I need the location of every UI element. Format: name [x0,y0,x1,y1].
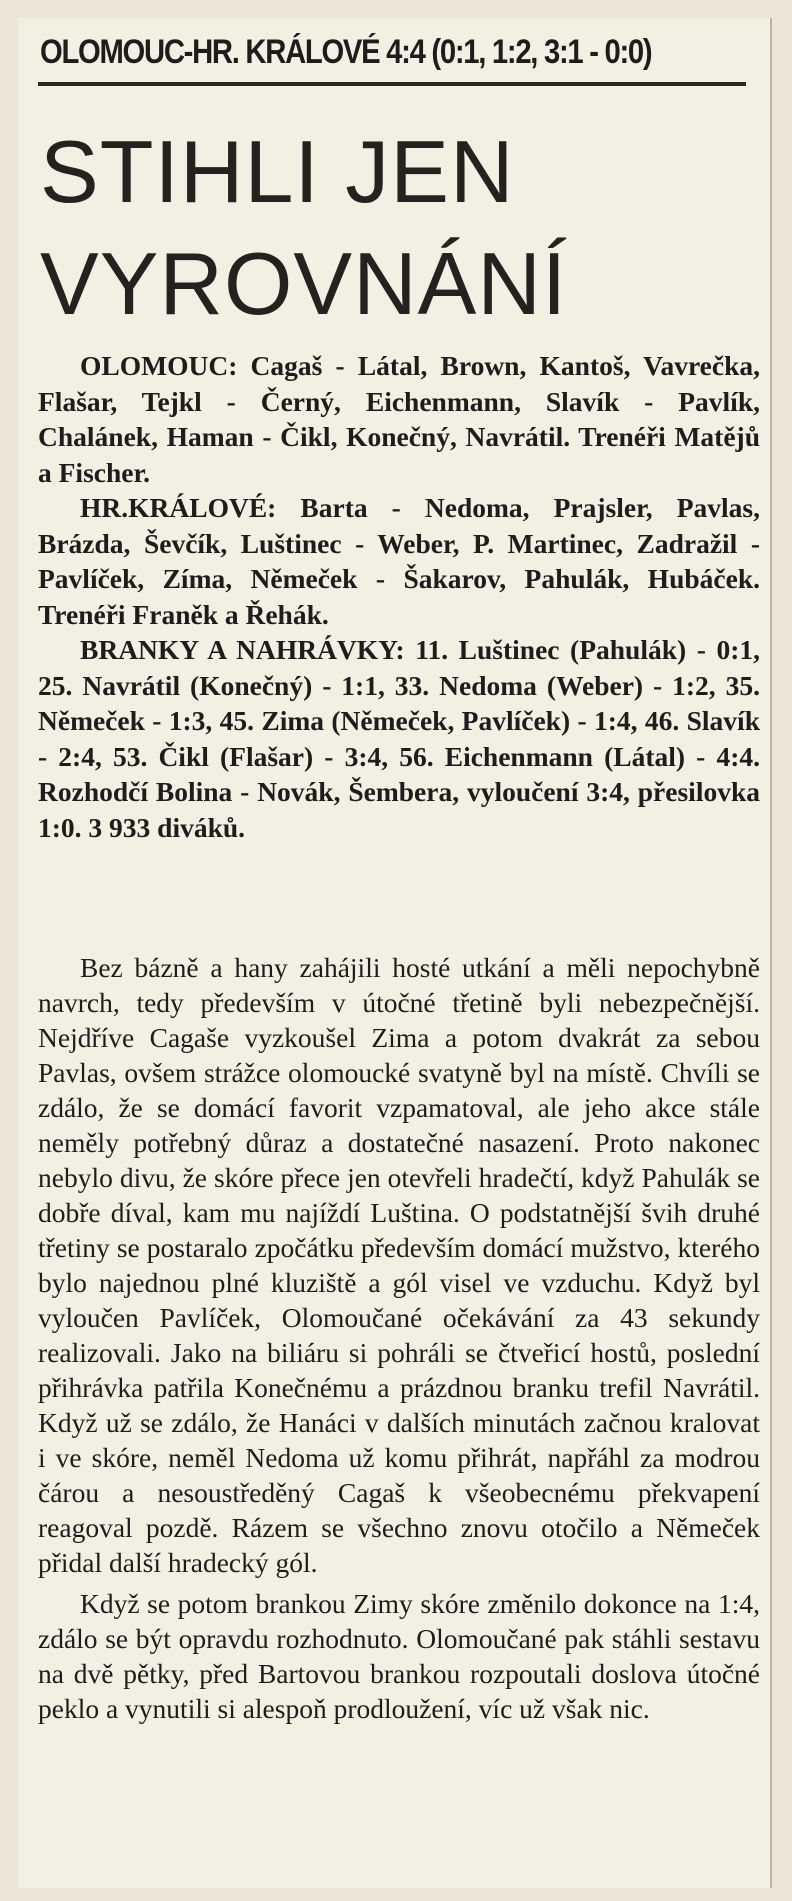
goals-and-assists: BRANKY A NAHRÁVKY: 11. Luštinec (Pahulák) - 0:1, 25. Navrátil (Konečný) - 1:1, 33. Nedoma (Weber) - 1:2, 35. Němeček - 1:3, 45. Zima (Němeček, Pavlíček) - 1:4, 46. Slavík - 2:4, 53. Čikl (Flašar) - 3:4, 56. Eichenmann (Látal) - 4:4. Rozhodčí Bolina - Novák, Šembera, vyloučení 3:4, přesilovka 1:0. 3 933 diváků. [38,634,760,843]
headline [40,116,760,340]
body-paragraph-2: Když se potom brankou Zimy skóre změnilo dokonce na 1:4, zdálo se být opravdu rozhodnuto. Olomoučané pak stáhli sestavu na dvě pětky, před Bartovou brankou rozpoutali doslova útočné peklo a vynutili si alespoň prodloužení, víc už však nic. [38,1588,760,1724]
body-paragraph-1: Bez bázně a hany zahájili hosté utkání a měli nepochybně navrch, tedy především v útočné třetině byli nebezpečnější. Nejdříve Cagaše vyzkoušel Zima a potom dvakrát za sebou Pavlas, ovšem strážce olomoucké svatyně byl na místě. Chvíli se zdálo, že se domácí favorit vzpamatoval, ale jeho akce stále neměly potřebný důraz a dostatečné nasazení. Proto nakonec nebylo divu, že skóre přece jen otevřeli hradečtí, když Pahulák se dobře díval, kam mu najíždí Luština. O podstatnější švih druhé třetiny se postaralo zpočátku především domácí mužstvo, kterého bylo najednou plné kluziště a gól visel ve vzduchu. Když byl vyloučen Pavlíček, Olomoučané očekávání za 43 sekundy realizovali. Jako na biliáru si pohráli se čtveřicí hostů, poslední přihrávka patřila Konečnému a prázdnou branku trefil Navrátil. Když už se zdálo, že Hanáci v dalších minutách začnou kralovat i ve skóre, neměl Nedoma už komu přihrát, napřáhl za modrou čárou a nesoustředěný Cagaš k všeobecnému překvapení reagoval pozdě. Rázem se všechno znovu otočilo a Němeček přidal další hradecký gól. [38,952,760,1578]
lineup-hradec-kralove: HR.KRÁLOVÉ: Barta - Nedoma, Prajsler, Pavlas, Brázda, Ševčík, Luštinec - Weber, P. Martinec, Zadražil - Pavlíček, Zíma, Němeček - Šakarov, Pahulák, Hubáček. Trenéři Franěk a Řehák. [38,492,760,630]
article-body [38,950,760,1732]
lineup-olomouc: OLOMOUC: Cagaš - Látal, Brown, Kantoš, Vavrečka, Flašar, Tejkl - Černý, Eichenmann, Slavík - Pavlík, Chalánek, Haman - Čikl, Konečný, Navrátil. Trenéři Matějů a Fischer. [38,350,760,488]
match-score-kicker: OLOMOUC-HR. KRÁLOVÉ 4:4 (0:1, 1:2, 3:1 - 0:0) [40,33,652,71]
kicker-divider [38,82,746,86]
lineups-block [38,348,760,845]
headline-line-2: VYROVNÁNÍ [40,234,568,333]
newspaper-clipping [18,18,772,1888]
headline-line-1: STIHLI JEN [40,122,515,221]
